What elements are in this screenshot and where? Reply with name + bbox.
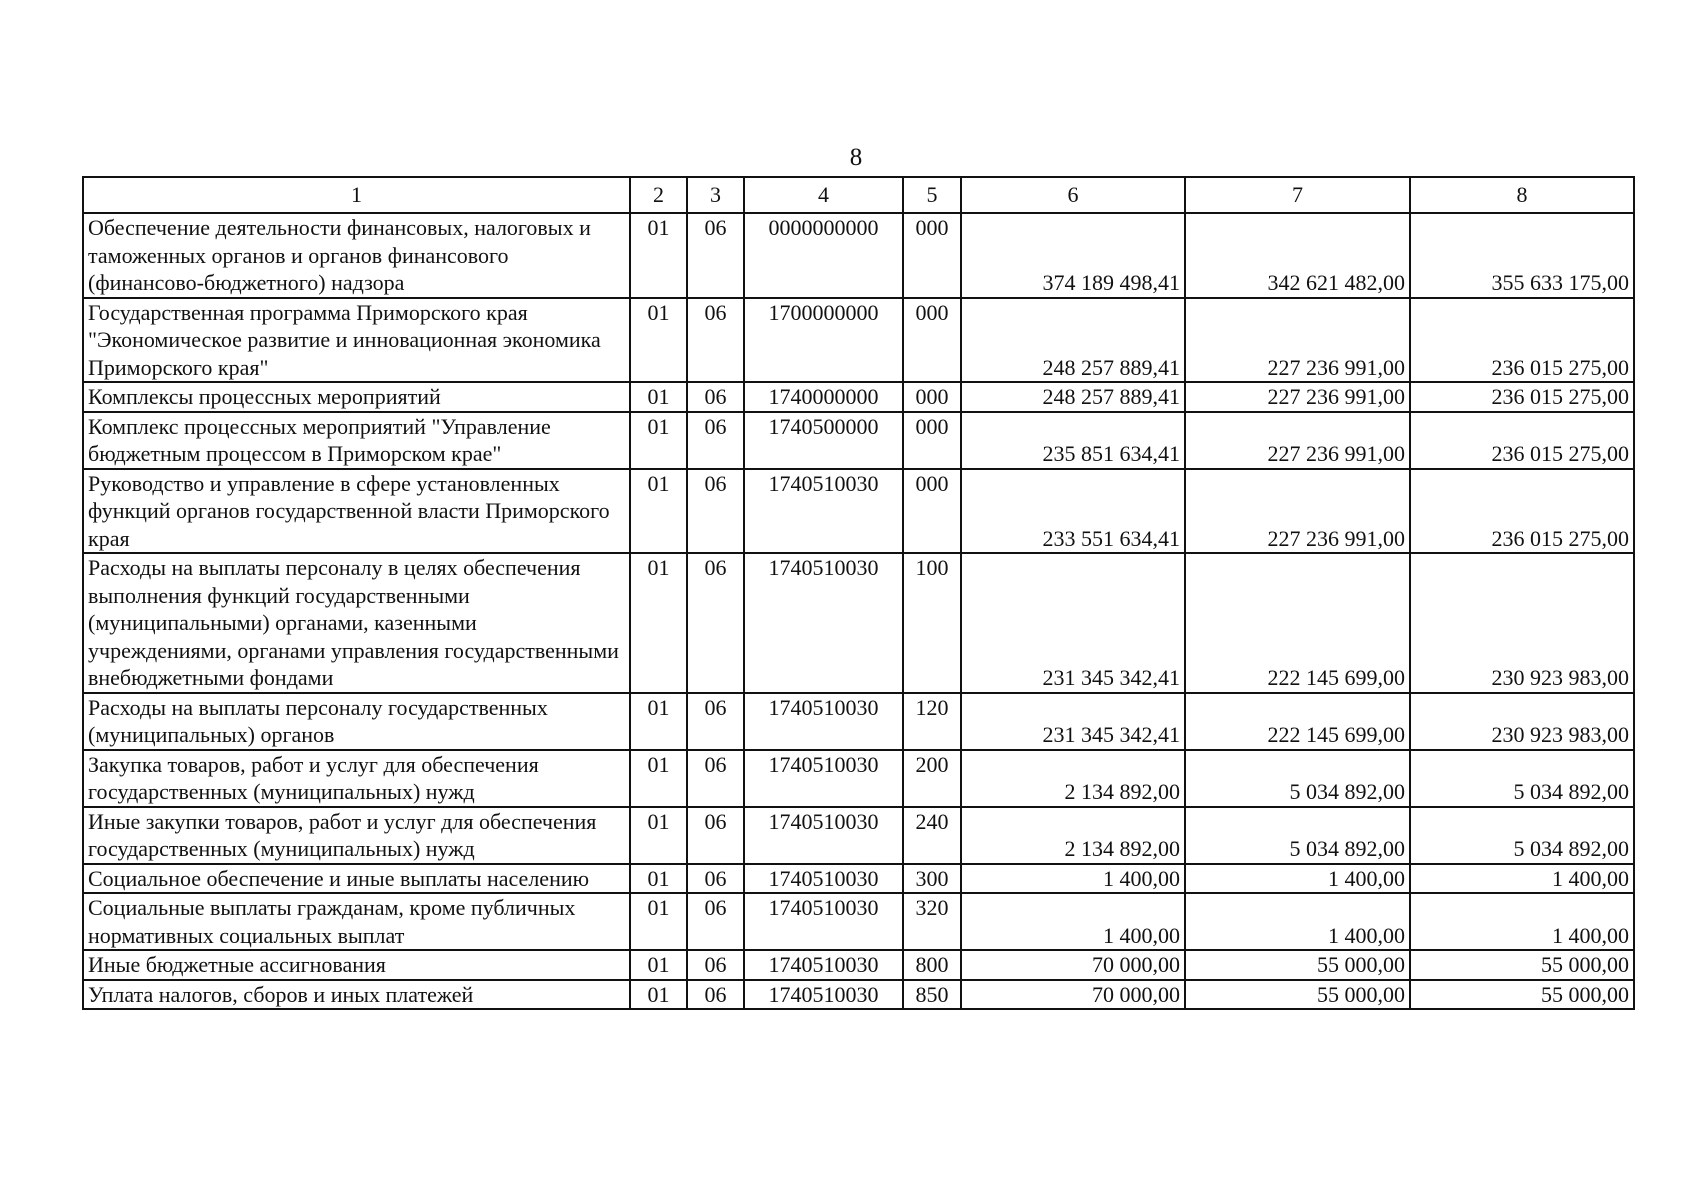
subsection-code: 06 xyxy=(687,693,744,750)
subsection-code: 06 xyxy=(687,807,744,864)
target-code: 1740510030 xyxy=(744,469,903,554)
row-name: Обеспечение деятельности финансовых, налоговых и таможенных органов и органов финансового (финансово-бюджетного) надзора xyxy=(83,213,630,298)
table-row xyxy=(83,382,1634,412)
expense-type-code: 850 xyxy=(903,980,961,1010)
subsection-code: 06 xyxy=(687,412,744,469)
amount-col-8: 5 034 892,00 xyxy=(1410,807,1634,864)
header-cell-1: 1 xyxy=(83,177,630,213)
row-name: Расходы на выплаты персоналу в целях обеспечения выполнения функций государственными (муниципальными) органами, казенными учреждениями, органами управления государственными внебюджетными фондами xyxy=(83,553,630,693)
amount-col-7: 227 236 991,00 xyxy=(1185,412,1410,469)
target-code: 1740510030 xyxy=(744,750,903,807)
subsection-code: 06 xyxy=(687,864,744,894)
amount-col-8: 1 400,00 xyxy=(1410,864,1634,894)
expense-type-code: 300 xyxy=(903,864,961,894)
section-code: 01 xyxy=(630,412,687,469)
table-row xyxy=(83,950,1634,980)
amount-col-6: 1 400,00 xyxy=(961,864,1185,894)
section-code: 01 xyxy=(630,298,687,383)
target-code: 1740510030 xyxy=(744,980,903,1010)
table-row xyxy=(83,298,1634,383)
target-code: 1740510030 xyxy=(744,807,903,864)
amount-col-8: 236 015 275,00 xyxy=(1410,382,1634,412)
amount-col-7: 1 400,00 xyxy=(1185,893,1410,950)
amount-col-6: 235 851 634,41 xyxy=(961,412,1185,469)
amount-col-6: 374 189 498,41 xyxy=(961,213,1185,298)
section-code: 01 xyxy=(630,807,687,864)
expense-type-code: 000 xyxy=(903,412,961,469)
amount-col-8: 230 923 983,00 xyxy=(1410,553,1634,693)
amount-col-8: 1 400,00 xyxy=(1410,893,1634,950)
target-code: 1700000000 xyxy=(744,298,903,383)
amount-col-7: 222 145 699,00 xyxy=(1185,553,1410,693)
row-name: Иные бюджетные ассигнования xyxy=(83,950,630,980)
row-name: Комплекс процессных мероприятий "Управление бюджетным процессом в Приморском крае" xyxy=(83,412,630,469)
amount-col-7: 55 000,00 xyxy=(1185,950,1410,980)
amount-col-7: 5 034 892,00 xyxy=(1185,750,1410,807)
section-code: 01 xyxy=(630,469,687,554)
target-code: 1740510030 xyxy=(744,553,903,693)
amount-col-6: 248 257 889,41 xyxy=(961,382,1185,412)
table-row xyxy=(83,693,1634,750)
row-name: Уплата налогов, сборов и иных платежей xyxy=(83,980,630,1010)
amount-col-6: 231 345 342,41 xyxy=(961,693,1185,750)
subsection-code: 06 xyxy=(687,298,744,383)
header-cell-4: 4 xyxy=(744,177,903,213)
amount-col-8: 236 015 275,00 xyxy=(1410,412,1634,469)
amount-col-6: 231 345 342,41 xyxy=(961,553,1185,693)
table-row xyxy=(83,469,1634,554)
table-row xyxy=(83,807,1634,864)
amount-col-6: 70 000,00 xyxy=(961,980,1185,1010)
target-code: 1740510030 xyxy=(744,864,903,894)
section-code: 01 xyxy=(630,553,687,693)
amount-col-8: 5 034 892,00 xyxy=(1410,750,1634,807)
target-code: 1740000000 xyxy=(744,382,903,412)
row-name: Расходы на выплаты персоналу государственных (муниципальных) органов xyxy=(83,693,630,750)
table-row xyxy=(83,213,1634,298)
expense-type-code: 000 xyxy=(903,382,961,412)
subsection-code: 06 xyxy=(687,213,744,298)
table-row xyxy=(83,412,1634,469)
expense-type-code: 240 xyxy=(903,807,961,864)
subsection-code: 06 xyxy=(687,893,744,950)
header-cell-2: 2 xyxy=(630,177,687,213)
amount-col-7: 227 236 991,00 xyxy=(1185,298,1410,383)
row-name: Социальное обеспечение и иные выплаты населению xyxy=(83,864,630,894)
section-code: 01 xyxy=(630,382,687,412)
amount-col-8: 355 633 175,00 xyxy=(1410,213,1634,298)
amount-col-7: 227 236 991,00 xyxy=(1185,382,1410,412)
amount-col-6: 2 134 892,00 xyxy=(961,750,1185,807)
expense-type-code: 000 xyxy=(903,469,961,554)
header-row xyxy=(83,177,1634,213)
expense-type-code: 320 xyxy=(903,893,961,950)
header-cell-7: 7 xyxy=(1185,177,1410,213)
target-code: 1740500000 xyxy=(744,412,903,469)
amount-col-7: 342 621 482,00 xyxy=(1185,213,1410,298)
row-name: Закупка товаров, работ и услуг для обеспечения государственных (муниципальных) нужд xyxy=(83,750,630,807)
amount-col-8: 236 015 275,00 xyxy=(1410,469,1634,554)
section-code: 01 xyxy=(630,213,687,298)
target-code: 0000000000 xyxy=(744,213,903,298)
target-code: 1740510030 xyxy=(744,693,903,750)
expense-type-code: 000 xyxy=(903,298,961,383)
amount-col-7: 55 000,00 xyxy=(1185,980,1410,1010)
table-row xyxy=(83,553,1634,693)
subsection-code: 06 xyxy=(687,950,744,980)
amount-col-6: 248 257 889,41 xyxy=(961,298,1185,383)
subsection-code: 06 xyxy=(687,980,744,1010)
row-name: Государственная программа Приморского края "Экономическое развитие и инновационная экономика Приморского края" xyxy=(83,298,630,383)
amount-col-7: 5 034 892,00 xyxy=(1185,807,1410,864)
section-code: 01 xyxy=(630,750,687,807)
target-code: 1740510030 xyxy=(744,950,903,980)
header-cell-3: 3 xyxy=(687,177,744,213)
page-number: 8 xyxy=(849,144,863,171)
section-code: 01 xyxy=(630,893,687,950)
expense-type-code: 000 xyxy=(903,213,961,298)
header-cell-5: 5 xyxy=(903,177,961,213)
expense-type-code: 200 xyxy=(903,750,961,807)
header-cell-6: 6 xyxy=(961,177,1185,213)
amount-col-7: 227 236 991,00 xyxy=(1185,469,1410,554)
row-name: Социальные выплаты гражданам, кроме публичных нормативных социальных выплат xyxy=(83,893,630,950)
budget-table xyxy=(82,176,1635,1010)
table-row xyxy=(83,864,1634,894)
amount-col-6: 1 400,00 xyxy=(961,893,1185,950)
section-code: 01 xyxy=(630,693,687,750)
amount-col-6: 233 551 634,41 xyxy=(961,469,1185,554)
amount-col-8: 230 923 983,00 xyxy=(1410,693,1634,750)
row-name: Комплексы процессных мероприятий xyxy=(83,382,630,412)
table-row xyxy=(83,750,1634,807)
amount-col-6: 70 000,00 xyxy=(961,950,1185,980)
subsection-code: 06 xyxy=(687,469,744,554)
subsection-code: 06 xyxy=(687,553,744,693)
subsection-code: 06 xyxy=(687,750,744,807)
amount-col-7: 1 400,00 xyxy=(1185,864,1410,894)
header-cell-8: 8 xyxy=(1410,177,1634,213)
row-name: Руководство и управление в сфере установленных функций органов государственной власти Приморского края xyxy=(83,469,630,554)
section-code: 01 xyxy=(630,980,687,1010)
expense-type-code: 100 xyxy=(903,553,961,693)
section-code: 01 xyxy=(630,864,687,894)
row-name: Иные закупки товаров, работ и услуг для обеспечения государственных (муниципальных) нужд xyxy=(83,807,630,864)
expense-type-code: 800 xyxy=(903,950,961,980)
expense-type-code: 120 xyxy=(903,693,961,750)
amount-col-8: 55 000,00 xyxy=(1410,980,1634,1010)
amount-col-7: 222 145 699,00 xyxy=(1185,693,1410,750)
amount-col-8: 55 000,00 xyxy=(1410,950,1634,980)
subsection-code: 06 xyxy=(687,382,744,412)
table-row xyxy=(83,980,1634,1010)
target-code: 1740510030 xyxy=(744,893,903,950)
table-row xyxy=(83,893,1634,950)
amount-col-8: 236 015 275,00 xyxy=(1410,298,1634,383)
amount-col-6: 2 134 892,00 xyxy=(961,807,1185,864)
section-code: 01 xyxy=(630,950,687,980)
